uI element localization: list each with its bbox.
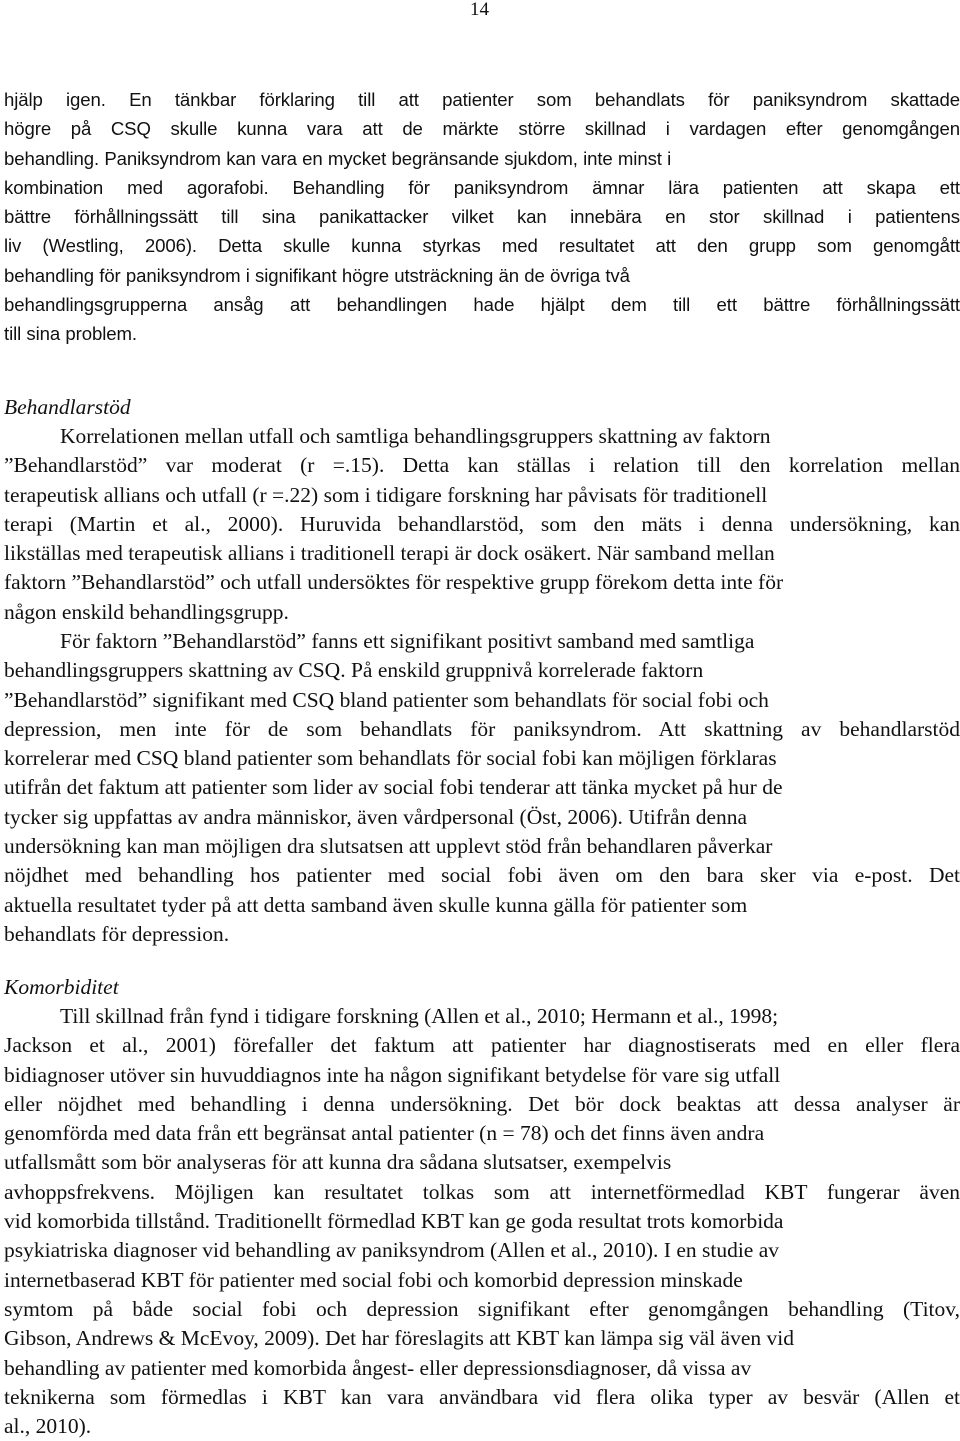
text-line: korrelerar med CSQ bland patienter som behandlats för social fobi kan möjligen förklaras	[4, 746, 777, 771]
text-line: undersökning kan man möjligen dra slutsatsen att upplevt stöd från behandlaren påverkar	[4, 834, 773, 859]
text-line: Korrelationen mellan utfall och samtliga behandlingsgruppers skattning av faktorn	[60, 424, 771, 448]
section-heading-behandlarstod: Behandlarstöd	[4, 395, 131, 419]
text-line: eller nöjdhet med behandling i denna undersökning. Det bör dock beaktas att dessa analyser är	[4, 1091, 960, 1116]
text-line: Gibson, Andrews & McEvoy, 2009). Det har föreslagits att KBT kan lämpa sig väl även vid	[4, 1326, 794, 1351]
text-line: vid komorbida tillstånd. Traditionellt förmedlad KBT kan ge goda resultat trots komorbida	[4, 1209, 784, 1234]
text-line: teknikerna som förmedlas i KBT kan vara användbara vid flera olika typer av besvär (Allen et	[4, 1384, 960, 1409]
text-line: liv (Westling, 2006). Detta skulle kunna styrkas med resultatet att den grupp som genomgått	[4, 235, 960, 257]
text-line: genomförda med data från ett begränsat antal patienter (n = 78) och det finns även andra	[4, 1121, 765, 1146]
text-line: kombination med agorafobi. Behandling för paniksyndrom ämnar lära patienten att skapa ett	[4, 176, 960, 198]
text-line: utfallsmått som bör analyseras för att kunna dra sådana slutsatser, exempelvis	[4, 1150, 672, 1175]
text-line: symtom på både social fobi och depression signifikant efter genomgången behandling (Titov,	[4, 1296, 960, 1321]
text-line: behandlingsgrupperna ansåg att behandlingen hade hjälpt dem till ett bättre förhållningssätt	[4, 294, 960, 316]
text-line: avhoppsfrekvens. Möjligen kan resultatet tolkas som att internetförmedlad KBT fungerar även	[4, 1179, 960, 1204]
text-line: någon enskild behandlingsgrupp.	[4, 599, 289, 624]
text-line: till sina problem.	[4, 323, 137, 345]
text-line: al., 2010).	[4, 1414, 92, 1439]
text-line: högre på CSQ skulle kunna vara att de märkte större skillnad i vardagen efter genomgången	[4, 118, 960, 140]
text-line: behandlats för depression.	[4, 921, 230, 946]
text-line: behandling. Paniksyndrom kan vara en mycket begränsande sjukdom, inte minst i	[4, 147, 672, 169]
text-line: faktorn ”Behandlarstöd” och utfall undersöktes för respektive grupp förekom detta inte för	[4, 570, 784, 595]
text-line: behandling för paniksyndrom i signifikant högre utsträckning än de övriga två	[4, 264, 630, 286]
behandlarstod-paragraph-2	[4, 627, 960, 949]
text-line: tycker sig uppfattas av andra människor, även vårdpersonal (Öst, 2006). Utifrån denna	[4, 804, 748, 829]
text-line: bättre förhållningssätt till sina panikattacker vilket kan innebära en stor skillnad i patientens	[4, 206, 960, 228]
text-line: psykiatriska diagnoser vid behandling av paniksyndrom (Allen et al., 2010). I en studie av	[4, 1238, 780, 1263]
text-line: behandling av patienter med komorbida ångest- eller depressionsdiagnoser, då vissa av	[4, 1355, 752, 1380]
text-line: depression, men inte för de som behandlats för paniksyndrom. Att skattning av behandlarstöd	[4, 716, 960, 741]
text-line: utifrån det faktum att patienter som lider av social fobi tenderar att tänka mycket på hur de	[4, 775, 783, 800]
page-number: 14	[470, 0, 489, 20]
text-line: nöjdhet med behandling hos patienter med social fobi även om den bara sker via e-post. Det	[4, 863, 960, 888]
text-line: Jackson et al., 2001) förefaller det faktum att patienter har diagnostiserats med en eller flera	[4, 1033, 960, 1058]
text-line: aktuella resultatet tyder på att detta samband även skulle kunna gälla för patienter som	[4, 892, 748, 917]
behandlarstod-paragraph-1	[4, 422, 960, 627]
intro-paragraph	[4, 85, 960, 349]
text-line: bidiagnoser utöver sin huvuddiagnos inte ha någon signifikant betydelse för vare sig utfall	[4, 1062, 781, 1087]
text-line: likställas med terapeutisk allians i traditionell terapi är dock osäkert. När samband mellan	[4, 541, 775, 566]
text-line: hjälp igen. En tänkbar förklaring till att patienter som behandlats för paniksyndrom skattade	[4, 89, 960, 110]
text-line: terapi (Martin et al., 2000). Huruvida behandlarstöd, som den mäts i denna undersökning, kan	[4, 511, 960, 536]
text-line: internetbaserad KBT för patienter med social fobi och komorbid depression minskade	[4, 1267, 743, 1292]
text-line: För faktorn ”Behandlarstöd” fanns ett signifikant positivt samband med samtliga	[60, 629, 755, 653]
text-line: ”Behandlarstöd” signifikant med CSQ bland patienter som behandlats för social fobi och	[4, 687, 769, 712]
text-line: terapeutisk allians och utfall (r =.22) som i tidigare forskning har påvisats för traditionell	[4, 482, 768, 507]
text-line: behandlingsgruppers skattning av CSQ. På enskild gruppnivå korrelerade faktorn	[4, 658, 704, 683]
text-line: Till skillnad från fynd i tidigare forskning (Allen et al., 2010; Hermann et al., 1998;	[60, 1004, 779, 1028]
text-line: ”Behandlarstöd” var moderat (r =.15). Detta kan ställas i relation till den korrelation mellan	[4, 453, 960, 478]
komorbiditet-paragraph-1	[4, 1002, 960, 1441]
section-heading-komorbiditet: Komorbiditet	[4, 975, 119, 999]
